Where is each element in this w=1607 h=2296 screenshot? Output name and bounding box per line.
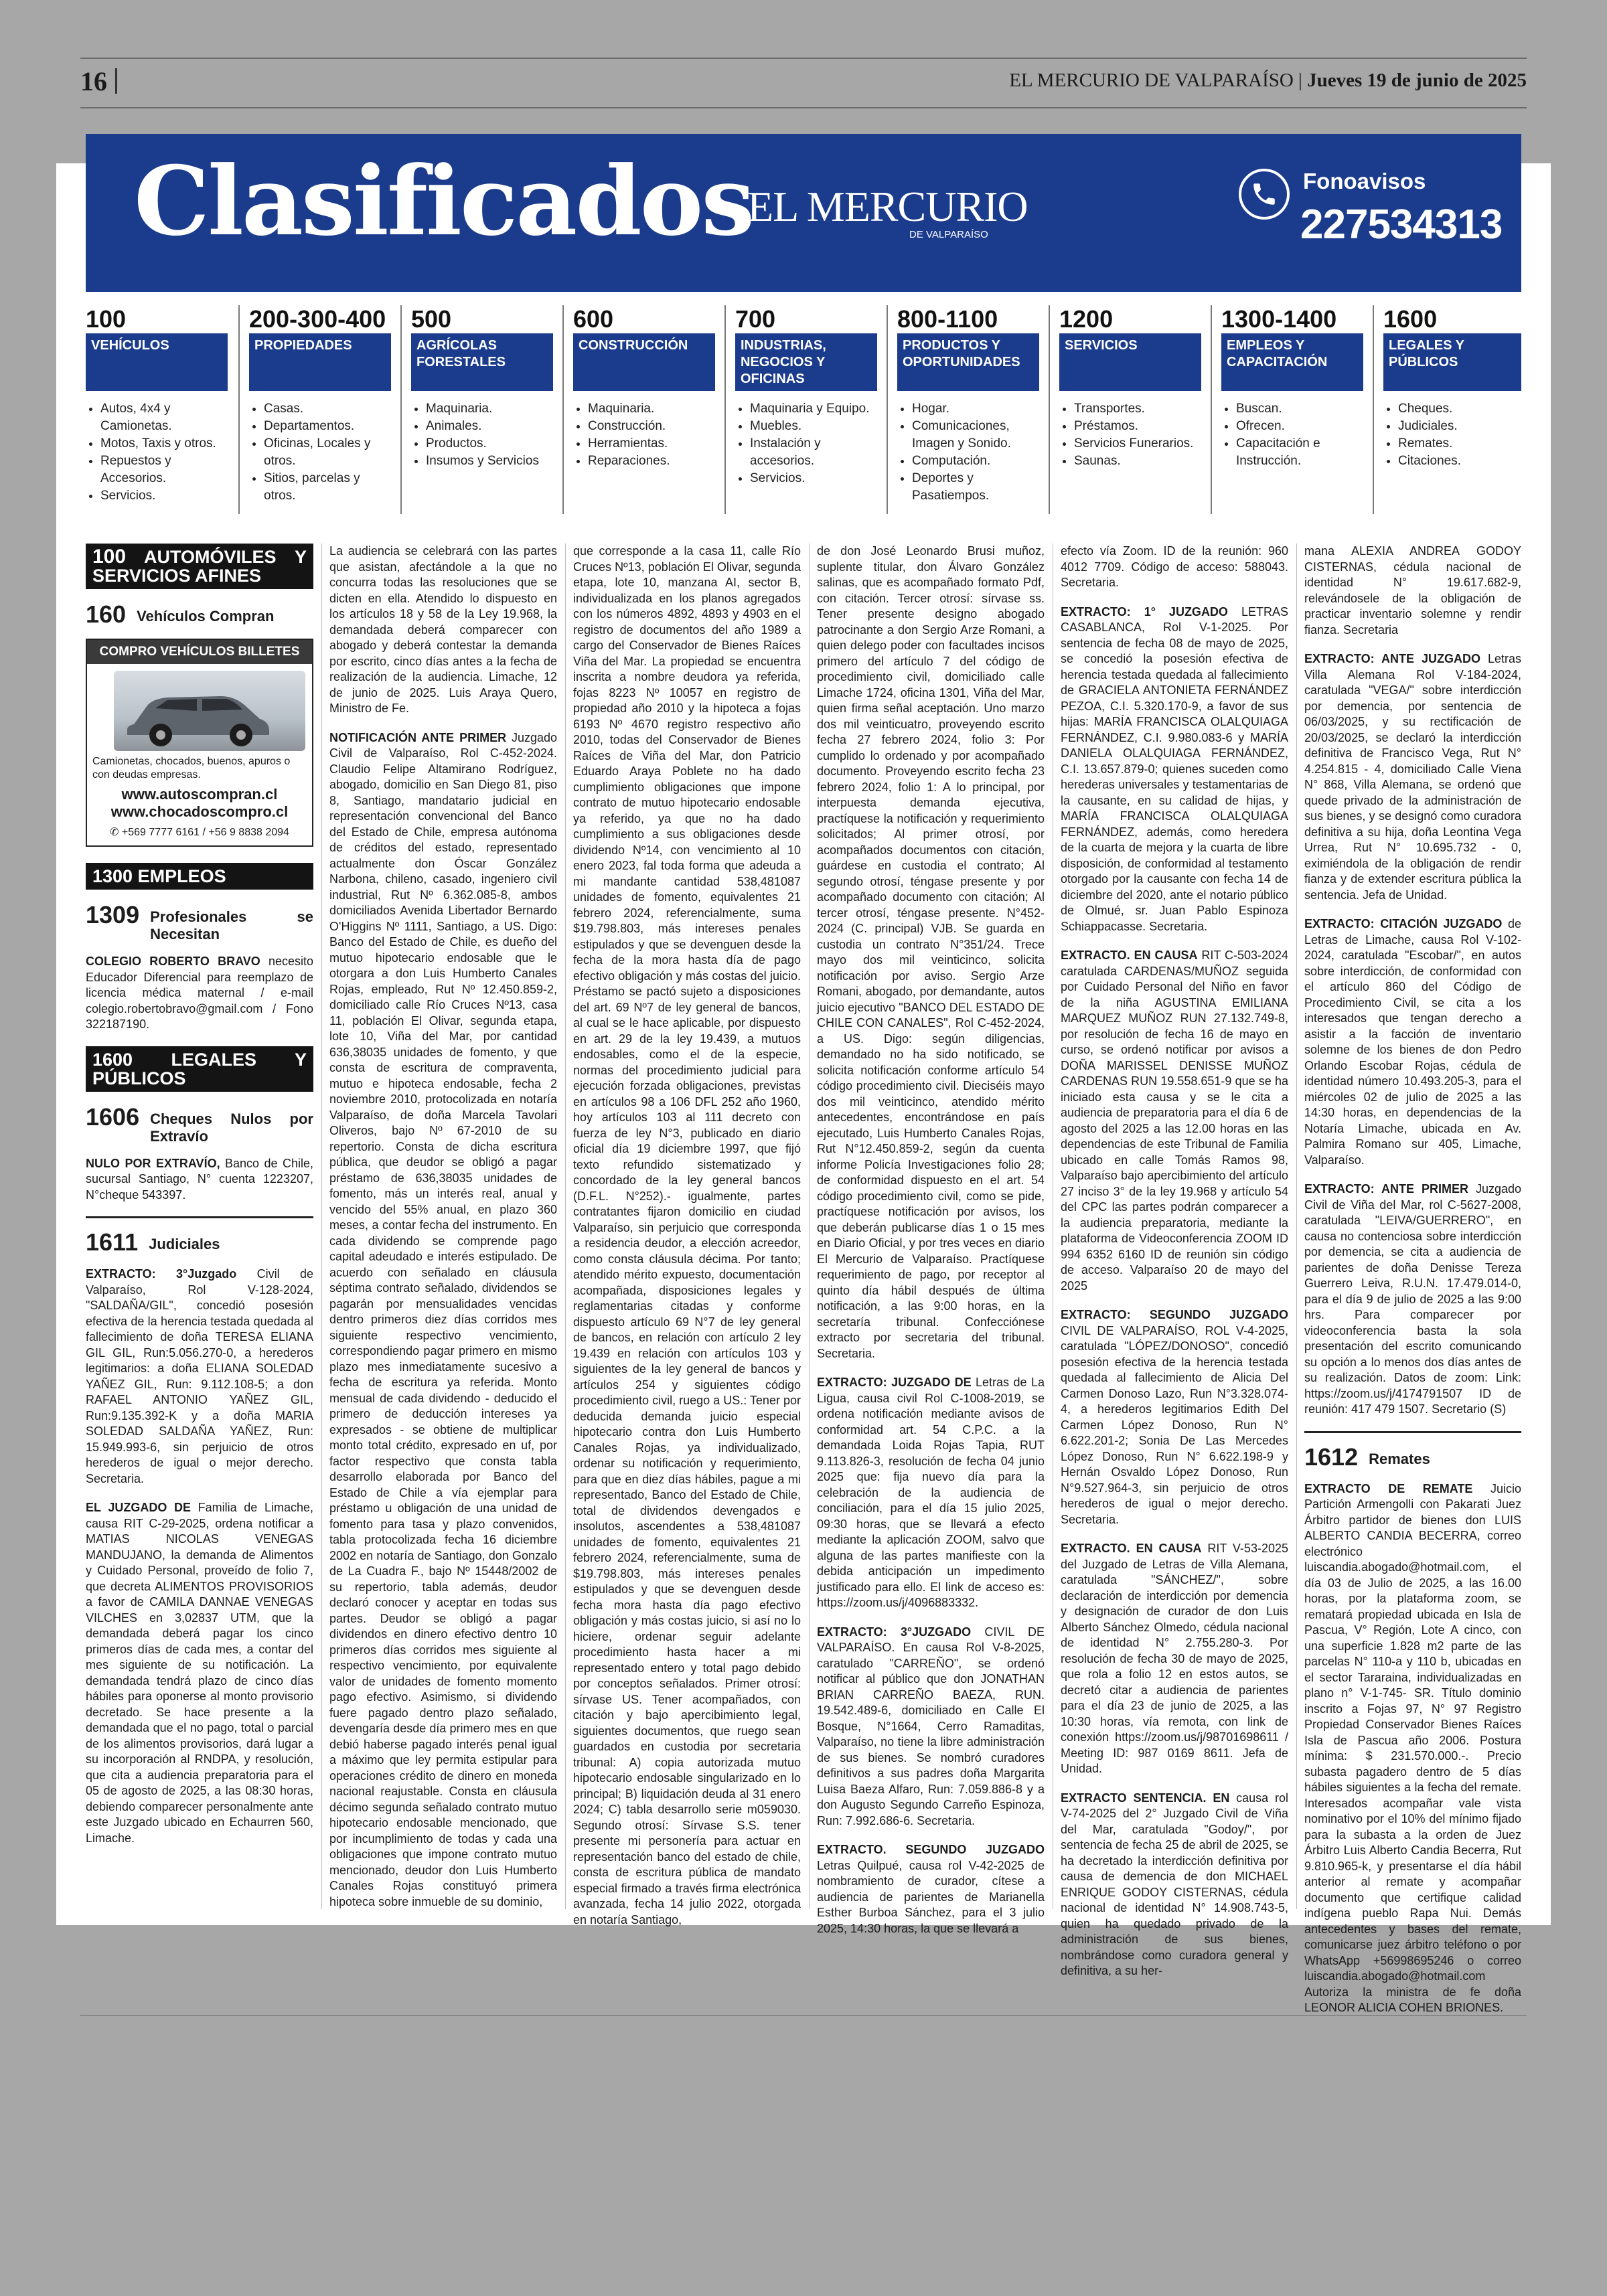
category-name: PROPIEDADES xyxy=(249,333,391,391)
subsection-label: Profesionales se Necesitan xyxy=(150,908,313,942)
subsection-number: 160 xyxy=(86,600,127,628)
category-productos[interactable] xyxy=(897,305,1039,514)
section-header-1600: 1600 LEGALES Y PÚBLICOS xyxy=(86,1046,313,1092)
column-3 xyxy=(573,544,801,1926)
category-item: • Remates. xyxy=(1398,435,1521,453)
category-item: • Servicios Funerarios. xyxy=(1074,435,1201,453)
category-legales[interactable] xyxy=(1383,305,1521,514)
category-divider xyxy=(562,305,564,514)
listing-body: CIVIL DE VALPARAÍSO. En causa Rol V-8-2025, caratulado "CARREÑO", se ordenó notificar al público que don JONATHAN BRIAN CARREÑO BAEZA, RUN. 19.542.489-6, domiciliado en Calle El Bosque, N°1664, Cerro Ramaditas, Valparaíso, no tiene la libre administración de sus bienes. Se nombró curadores definitivos a sus padres doña Margarita Luisa Baeza Alfaro, Run: 7.059.886-8 y a don Augusto Segundo Carreño Espinoza, Run: 7.992.686-6. Secretaria. xyxy=(817,1625,1045,1827)
listing-lead: EL JUZGADO DE xyxy=(86,1501,191,1514)
category-item: • Capacitación e Instrucción. xyxy=(1236,435,1363,470)
listing-body: RIT C-503-2024 caratulada CARDENAS/MUÑOZ seguida por Cuidado Personal del Niño en favor de la niña AGUSTINA EMILIANA MARQUEZ MUÑOZ RUN 27.132.749-8, por resolución de fecha 16 de mayo en curso, se ordenó notificar por avisos a DOÑA MARISSEL DENISSE MUÑOZ CARDENAS RUN 19.558.651-9 que se ha iniciado esta causa y se le cita a audiencia de preparatoria para el día 6 de agosto del 2025 a las 12.00 horas en las dependencias de este Tribunal de Familia ubicado en calle Tomás Ramos 98, Valparaíso bajo apercibimiento del artículo 27 inciso 3° de la ley 19.968 y artículo 54 del CPC las partes podrán comparecer a la audiencia preparatoria, mediante la plataforma de Videoconferencia ZOOM ID 994 6352 6160 ID de reunión sin código de acceso. Valparaíso 20 de mayo del 2025 xyxy=(1061,949,1289,1293)
subsection-1309 xyxy=(86,902,313,943)
category-item: • Repuestos y Accesorios. xyxy=(100,453,228,487)
category-item: • Servicios. xyxy=(750,470,877,487)
section-rule xyxy=(86,1216,313,1218)
page-bottom-rule xyxy=(80,2015,1527,2016)
listing-lead: EXTRACTO SENTENCIA. EN xyxy=(1061,1791,1230,1805)
column-5 xyxy=(1061,544,1289,1977)
newspaper-logo: EL MERCURIO xyxy=(747,183,1028,230)
section-label: AUTOMÓVILES Y SERVICIOS AFINES xyxy=(92,547,307,586)
listing-body: CIVIL DE VALPARAÍSO, ROL V-4-2025, caratulada "LÓPEZ/DONOSO", concedió posesión efectiva de la herencia testada quedada al fallecimiento de Alicia Del Carmen Donoso Lazo, Run N°3.328.074-4, a herederos legitimarios Edith Del Carmen López Donoso, Run N° 6.622.201-2; Sonia De Las Mercedes López Donoso, Run N° 6.622.198-9 y Hernán Osvaldo López Donoso, Run N°9.527.964-3, sin perjuicio de otros herederos de igual o mejor derecho. Secretaria. xyxy=(1061,1323,1288,1526)
category-divider xyxy=(1049,305,1050,514)
listing-body: RIT V-53-2025 del Juzgado de Letras de Villa Alemana, caratulada "SÁNCHEZ/", sobre declaración de interdicción por demencia y designación de curador de don Luis Alberto Sánchez Olmedo, cédula nacional de identidad N° 2.755.280-3. Por resolución de fecha 30 de mayo de 2025, que rola a folio 12 en estos autos, se decretó citar a audiencia de parientes para el día 23 de junio de 2025, a las 10:30 horas, vía remota, con link de conexión https://zoom.us/j/98701698611 / Meeting ID: 987 0169 8611. Jefa de Unidad. xyxy=(1061,1542,1288,1775)
category-item: • Saunas. xyxy=(1074,453,1201,470)
listing xyxy=(1304,916,1521,1168)
listing xyxy=(1061,604,1288,935)
category-item: • Departamentos. xyxy=(264,418,391,435)
column-2 xyxy=(329,544,557,1909)
column-4 xyxy=(817,544,1045,1935)
category-item: • Construcción. xyxy=(588,418,715,435)
category-divider xyxy=(400,305,402,514)
listing: efecto vía Zoom. ID de la reunión: 960 4012 7709. Código de acceso: 588043. Secretaria. xyxy=(1061,544,1288,589)
category-propiedades[interactable] xyxy=(249,305,391,514)
column-rule xyxy=(809,544,810,1909)
listing-lead: EXTRACTO: 3°Juzgado xyxy=(86,1267,237,1281)
issue-date: Jueves 19 de junio de 2025 xyxy=(1307,70,1527,91)
listing-lead: NOTIFICACIÓN ANTE PRIMER xyxy=(329,730,507,744)
category-item: • Animales. xyxy=(426,418,553,435)
category-item: • Insumos y Servicios xyxy=(426,453,553,470)
display-ad-compro-vehiculos[interactable] xyxy=(86,639,313,847)
section-rule xyxy=(1304,1431,1521,1433)
subsection-1612 xyxy=(1304,1444,1521,1471)
ad-website-2[interactable]: www.chocadoscompro.cl xyxy=(110,803,289,820)
listing-body: Juzgado Civil de Viña del Mar, rol C-5627-2008, caratulada "LEIVA/GUERRERO", en causa no contenciosa sobre interdicción por demencia, se cita a audiencia de parientes de doña Denisse Tereza Guerrero Leiva, R.U.N. 17.479.014-0, para el día 9 de julio de 2025 a las 9:00 hrs. Para comparecer por videoconferencia basta la sola presentación del escrito comunicando su opción a lo menos dos días antes de su realización. Datos de zoom: Link: https://zoom.us/j/4174791507 ID de reunión: 417 479 1507. Secretario (S) xyxy=(1304,1182,1521,1416)
category-servicios[interactable] xyxy=(1059,305,1201,514)
subsection-label: Vehículos Compran xyxy=(137,608,275,625)
listing-body: Familia de Limache, causa RIT C-29-2025, ordena notificar a MATIAS NICOLAS VENEGAS MANDUJANO, la demanda de Alimentos y Cuidado Personal, proveído de folio 7, que decreta ALIMENTOS PROVISORIOS a favor de CAMILA DANNAE VENEGAS VILCHES en 3,02837 UTM, que la demandada deberá pagar los cinco primeros días de cada mes, a contar del mes siguiente de su notificación. La demandada tendrá plazo de cinco días hábiles para oponerse al monto provisorio decretado. Se hace presente a la demandada que el no pago, total o parcial de los alimentos provisorios, dará lugar a su incorporación al RNDPA, y resolución, que cita a audiencia preparatoria para el 05 de agosto de 2025, a las 08:30 horas, debiendo comparecer personalmente ante este Juzgado ubicado en Echaurren 560, Limache. xyxy=(86,1501,313,1845)
listing-lead: EXTRACTO DE REMATE xyxy=(1304,1481,1473,1495)
header-bottom-rule xyxy=(80,107,1527,108)
listing xyxy=(86,1500,313,1846)
subsection-number: 1612 xyxy=(1304,1443,1359,1471)
listing xyxy=(1061,1791,1288,1979)
listing-lead: EXTRACTO: JUZGADO DE xyxy=(817,1376,972,1389)
listing xyxy=(1304,1181,1521,1418)
listing-body: Juzgado Civil de Valparaíso, Rol C-452-2024. Claudio Felipe Altamirano Rodríguez, abogado, domicilio en San Diego 81, piso 8, Santiago, mandatario judicial en representación convencional del Banco del Estado de Chile, empresa autónoma de créditos del estado, representado actualmente don Óscar González Narbona, chileno, casado, ingeniero civil industrial, Rut Nº 6.362.085-8, ambos domiciliados Avenida Libertador Bernardo O'Higgins Nº 1111, Santiago, a US. Digo: Banco del Estado de Chile, es dueño del mutuo hipotecario endosable que le otorgara a don Luis Humberto Canales Rojas, empleado, Rut Nº 12.450.859-2, domiciliado calle Río Cruces Nº13, casa 11, población El Olivar, segunda etapa, lote 10, Viña del Mar, por cantidad 636,38035 unidades de fomento, y que consta de escritura de compraventa, mutuo e hipoteca endosable, fecha 2 noviembre 2010, protocolizada en notaría Valparaíso, de doña Marcela Tavolari Oliveros, bajo Nº 67-2010 de su repertorio. Consta de dicha escritura pública, que deudor se obligó a pagar préstamo de 636,38035 unidades de fomento, más un interés real, anual y vencido del 55% anual, en plazo 360 meses, a contar fecha del instrumento. En cada dividendo se comprende pago capital adeudado e interés estipulado. De acuerdo con señalado en cláusula séptima contrato señalado, dividendos se pagarán por mensualidades vencidas dentro primeros diez días corridos mes siguiente respectivo vencimiento, correspondiendo pagar primero en mismo plazo mes inmediatamente sucesivo a fecha de escritura ya referida. Monto mensual de cada dividendo - deducido el primero de deducción intereses ya expresados - se obtiene de multiplicar monto total crédito, expresado en uf, por factor respectivo que consta tabla desarrollo elaborada por Banco del Estado de Chile a vía ejemplar para préstamo u obligación de una unidad de fomento para tasa y plazo convenidos, tabla protocolizada fecha 16 diciembre 2002 en notaría de Santiago, don Gonzalo de La Cuadra F., bajo Nº 15448/2002 de su repertorio, tabla además, deudor declaró conocer y aceptar en todas sus partes. Deudor se obligó a pagar dividendos en dinero efectivo dentro 10 primeros días corridos mes siguiente al respectivo vencimiento, por equivalente valor de unidades de fomento momento pago efectivo. Asimismo, si dividendo fuere pagado dentro plazo señalado, devengaría desde día primero mes en que debió haberse pagado interés penal igual a máximo que ley permita estipular para operaciones crédito de dinero en moneda nacional reajustable. Consta en cláusula décimo segunda señalado contrato mutuo hipotecario endosable mencionado, que por incumplimiento de todas y cada una obligaciones que impone contrato mutuo mencionado, deudor don Luis Humberto Canales Rojas constituyó primera hipoteca sobre inmueble de su dominio, xyxy=(329,730,558,1908)
subsection-label: Cheques Nulos por Extravío xyxy=(150,1110,313,1145)
category-items xyxy=(249,400,391,505)
category-items xyxy=(735,400,877,487)
category-number: 800-1100 xyxy=(897,305,998,333)
listing-lead: EXTRACTO. SEGUNDO JUZGADO xyxy=(817,1843,1045,1856)
listing: de don José Leonardo Brusi muñoz, suplente titular, don Álvaro González salinas, que es acompañado formato Pdf, con citación. Tercer otrosí: sírvase ss. Tener presente designo abogado patrocinante a don Sergio Arze Romani, a quien delego poder con facultades incisos primero del artículo 7 del código de procedimiento civil, domiciliado calle Limache 1724, oficina 1301, Viña del Mar, quien firma señal aceptación. Uno marzo dos mil veinticuatro, proveyendo escrito fecha 27 febrero 2024, folio 3: Por cumplido lo ordenado y por acompañado documento. Proveyendo escrito fecha 23 febrero 2024, folio 1: A lo principal, por interpuesta demanda ejecutiva, practíquese la notificación y requerimiento solicitados; Al primer otrosí, por acompañados documentos con citación, guárdese en custodia el contrato; Al segundo otrosí, téngase presente y por acompañado documento con citación; Al tercer otrosí, téngase presente. N°452-2024 (C. principal) VJB. Se guarda en custodia un contrato N°351/24. Trece mayo dos mil veinticinco, solicita notificación por aviso. Sergio Arze Romani, abogado, por demandante, autos juicio ejecutivo "BANCO DEL ESTADO DE CHILE CON CANALES", Rol C-452-2024, a US. Digo: según diligencias, demandado no ha sido notificado, se solicita notificación conforme artículo 54 código procedimiento civil. Dieciséis mayo dos mil veinticinco, atendido mérito antecedentes, encontrándose en país ejecutado, Luis Humberto Canales Rojas, Rut N°12.450.859-2, según da cuenta informe Policía Investigaciones folio 28; de conformidad dispuesto en el art. 54 código procedimiento civil, como se pide, practíquese notificación por avisos, los que deberán publicarse días 1 o 15 mes en Diario Oficial, y por tres veces en diario El Mercurio de Valparaíso. Practíquese requerimiento de pago, por receptor al quinto día hábil después de última notificación, a las 9:00 horas, en la secretaría tribunal. Confecciónese extracto por secretaria del tribunal. Secretaria. xyxy=(817,544,1045,1360)
category-item: • Productos. xyxy=(426,435,553,453)
category-item: • Maquinaria y Equipo. xyxy=(750,400,877,418)
newspaper-name: EL MERCURIO DE VALPARAÍSO xyxy=(1009,70,1294,91)
category-item: • Cheques. xyxy=(1398,400,1521,418)
category-name: CONSTRUCCIÓN xyxy=(573,333,715,391)
category-construccion[interactable] xyxy=(573,305,715,514)
category-items xyxy=(1059,400,1201,470)
running-header: EL MERCURIO DE VALPARAÍSO | Jueves 19 de junio de 2025 xyxy=(1009,70,1527,91)
category-name: PRODUCTOS Y OPORTUNIDADES xyxy=(897,333,1039,391)
newspaper-logo-sub: DE VALPARAÍSO xyxy=(909,229,988,240)
listing: La audiencia se celebrará con las partes que asistan, afectándole a la que no concurra todas las resoluciones que se dicten en ella. Atendido lo dispuesto en los artículos 18 y 58 de la Ley 19.968, la demandada deberá comparecer con abogado y deberá contestar la demanda por escrito, cinco días antes a la fecha de realización de la audiencia. Limache, 12 de junio de 2025. Luis Araya Quero, Ministro de Fe. xyxy=(329,544,557,715)
category-industrias[interactable] xyxy=(735,305,877,514)
listing xyxy=(817,1625,1045,1829)
subsection-label: Judiciales xyxy=(149,1236,220,1252)
category-divider xyxy=(1373,305,1374,514)
subsection-number: 1611 xyxy=(86,1228,139,1256)
category-item: • Sitios, parcelas y otros. xyxy=(264,470,391,505)
listing-lead: COLEGIO ROBERTO BRAVO xyxy=(86,955,260,968)
listing xyxy=(329,730,557,1910)
category-item: • Oficinas, Locales y otros. xyxy=(264,435,391,470)
category-items xyxy=(573,400,715,470)
category-item: • Computación. xyxy=(912,453,1039,470)
listing-body: Letras Quilpué, causa rol V-42-2025 de nombramiento de curador, cítese a audiencia de parientes de Marianella Esther Burboa Sánchez, para el 3 julio 2025, 14:30 horas, la que se llevará a xyxy=(817,1858,1045,1935)
category-item: • Servicios. xyxy=(100,487,228,505)
category-item: • Maquinaria. xyxy=(588,400,715,418)
category-item: • Ofrecen. xyxy=(1236,418,1363,435)
category-number: 1300-1400 xyxy=(1221,305,1337,333)
category-name: INDUSTRIAS, NEGOCIOS Y OFICINAS xyxy=(735,333,877,391)
ad-title: COMPRO VEHÍCULOS BILLETES xyxy=(87,640,312,664)
category-name: SERVICIOS xyxy=(1059,333,1201,391)
category-item: • Reparaciones. xyxy=(588,453,715,470)
category-agricolas[interactable] xyxy=(411,305,553,514)
listing-body: Juicio Partición Armengolli con Pakarati Juez Árbitro partidor de bienes don LUIS ALBERTO CANDIA BECERRA, correo electrónico luiscandia.abogado@hotmail.com, el día 03 de Julio de 2025, a las 16.00 horas, por la plataforma zoom, se rematará propiedad ubicada en Isla de Pascua, V° Región, Lote A cinco, con una superficie 1.828 m2 parte de las parcelas N° 110-a y 110 b, ubicadas en el sector Tararaina, individualizadas en plano n° V-1-745- SR. Título dominio inscrito a Fojas 97, N° 97 Registro Propiedad Conservador Bienes Raíces Isla de Pascua año 2006. Postura mínima: $ 231.570.000.-. Precio subasta pagadero dentro de 5 días hábiles siguientes a la fecha del remate. Interesados acompañar vale vista nominativo por el 10% del mínimo fijado para la subasta a la orden de Juez Árbitro Luis Alberto Candia Becerra, Rut 9.810.965-k, y presentarse el día hábil anterior al remate y acompañar documento que certifique calidad indígena pueblo Rapa Nui. Demás antecedentes y bases del remate, comunicarse juez árbitro teléfono o por WhatsApp +56998695246 o correo luiscandia.abogado@hotmail.com Autoriza la ministra de fe doña LEONOR ALICIA COHEN BRIONES. xyxy=(1304,1481,1521,2014)
column-6 xyxy=(1304,544,1521,2014)
listing-body: causa rol V-74-2025 del 2° Juzgado Civil de Viña del Mar, caratulada "Godoy/", por sentencia de fecha 25 de abril de 2025, se ha decretado la interdicción definitiva por causa de demencia de don MICHAEL ENRIQUE GODOY CISTERNAS, cédula nacional de identidad N° 14.908.743-5, quien ha quedado privado de la administración de sus bienes, nombrándose como curadora general y definitiva, a su her- xyxy=(1061,1791,1288,1977)
section-title: Clasificados xyxy=(134,146,753,257)
category-item: • Motos, Taxis y otros. xyxy=(100,435,228,453)
ad-phone[interactable]: ✆ +569 7777 6161 / +56 9 8838 2094 xyxy=(110,826,289,838)
listing xyxy=(86,954,313,1033)
subsection-number: 1606 xyxy=(86,1102,140,1131)
category-item: • Herramientas. xyxy=(588,435,715,453)
category-item: • Autos, 4x4 y Camionetas. xyxy=(100,400,228,435)
category-number: 100 xyxy=(86,305,127,333)
header-rule xyxy=(80,58,1527,59)
category-items xyxy=(411,400,553,470)
category-name: EMPLEOS Y CAPACITACIÓN xyxy=(1221,333,1363,391)
ad-website-1[interactable]: www.autoscompran.cl xyxy=(121,785,278,803)
category-item: • Casas. xyxy=(264,400,391,418)
listing-body: necesito Educador Diferencial para reemplazo de licencia médica maternal / e-mail colegio.robertobravo@gmail.com / Fono 322187190. xyxy=(86,955,313,1031)
listing xyxy=(86,1266,313,1487)
column-rule xyxy=(1296,544,1297,1909)
listing-lead: EXTRACTO. EN CAUSA xyxy=(1061,949,1198,962)
column-rule xyxy=(565,544,566,1909)
category-items xyxy=(1383,400,1521,470)
listing xyxy=(1061,1307,1288,1528)
listing-body: Letras de La Ligua, causa civil Rol C-1008-2019, se ordena notificación mediante avisos de conformidad art. 54 C.P.C. a la demandada Loida Rojas Tapia, RUT 9.113.826-3, resolución de fecha 04 junio 2025 que: fija nuevo día para la celebración de la audiencia de conciliación, para el día 15 julio 2025, 09:30 horas, que se llevará a efecto mediante la aplicación ZOOM, salvo que alguna de las partes manifieste con la debida anticipación un impedimento justificado para ello. El link de acceso es: https://zoom.us/j/4096883332. xyxy=(817,1376,1045,1609)
category-number: 1200 xyxy=(1059,305,1114,333)
category-item: • Deportes y Pasatiempos. xyxy=(912,470,1039,505)
listing-body: LETRAS CASABLANCA, Rol V-1-2025. Por sentencia de fecha 08 de mayo de 2025, se concedió la posesión efectiva de herencia testada quedada al fallecimiento de GRACIELA ANTONIETA FERNÁNDEZ PEZOA, C.I. 5.320.170-9, a favor de sus hijas: MARÍA FRANCISCA OLALQUIAGA FERNÁNDEZ, C.I. 9.980.083-6 y MARÍA DANIELA OLALQUIAGA FERNÁNDEZ, C.I. 13.657.879-0; quienes suceden como herederas universales y testamentarias de la causante, en su calidad de hijas, y MARÍA FRANCISCA OLALQUIAGA FERNÁNDEZ, además, como heredera de la cuarta de mejora y la cuarta de libre disposición, de conformidad al testamento otorgado por la causante con fecha 14 de diciembre del 2020, ante el notario público de Olmué, sr. Juan Pablo Espinoza Schiappacasse. Secretaria. xyxy=(1061,604,1288,933)
category-name: AGRÍCOLAS FORESTALES xyxy=(411,333,553,391)
category-number: 1600 xyxy=(1383,305,1438,333)
category-item: • Judiciales. xyxy=(1398,418,1521,435)
listing-body: Civil de Valparaíso, Rol V-128-2024, "SALDAÑA/GIL", concedió posesión efectiva de la herencia testada quedada al fallecimiento de doña TERESA ELIANA GIL GIL, Run:5.056.270-0, a herederos legitimarios: a doña ELIANA SOLEDAD YAÑEZ GIL, Run: 9.112.108-5; a don RAFAEL ANTONIO YAÑEZ GIL, Run:9.135.392-K y a doña MARIA SOLEDAD SALDAÑA YAÑEZ, Run: 15.949.993-6, sin perjuicio de otros herederos de igual o mejor derecho. Secretaria. xyxy=(86,1267,313,1485)
section-banner xyxy=(86,134,1521,292)
listing xyxy=(1304,651,1521,903)
category-item: • Transportes. xyxy=(1074,400,1201,418)
listing xyxy=(1061,1541,1288,1777)
section-header-100 xyxy=(86,544,313,589)
car-photo xyxy=(114,671,305,751)
fonoavisos-number[interactable]: 227534313 xyxy=(1300,201,1503,248)
category-divider xyxy=(1211,305,1212,514)
section-header-1300: 1300 EMPLEOS xyxy=(86,863,313,890)
listing xyxy=(817,1375,1045,1611)
ad-description: Camionetas, chocados, buenos, apuros o con deudas empresas. xyxy=(92,755,291,781)
section-number: 100 xyxy=(92,546,127,568)
listing-lead: EXTRACTO: 3°JUZGADO xyxy=(817,1625,972,1639)
subsection-1611 xyxy=(86,1229,313,1256)
listing-lead: EXTRACTO: 1° JUZGADO xyxy=(1061,604,1228,619)
listing xyxy=(817,1842,1045,1937)
listing-lead: EXTRACTO: SEGUNDO JUZGADO xyxy=(1061,1308,1288,1321)
category-number: 500 xyxy=(411,305,452,333)
page-number-divider xyxy=(115,68,117,94)
listing xyxy=(1304,1481,1521,2016)
classified-listings xyxy=(86,544,1521,2014)
category-item: • Comunicaciones, Imagen y Sonido. xyxy=(912,418,1039,453)
subsection-1606 xyxy=(86,1104,313,1145)
category-item: • Hogar. xyxy=(912,400,1039,418)
category-divider xyxy=(724,305,726,514)
listing: que corresponde a la casa 11, calle Río Cruces Nº13, población El Olivar, segunda etapa, lote 10, manzana AI, sector B, individualizada en los planos agregados con los números 4892, 4893 y 4903 en el registro de documentos del año 1989 a cargo del Conservador de Bienes Raíces Viña del Mar. La propiedad se encuentra inscrita a nombre deudora ya referida, fojas 8223 Nº 10057 en registro de propiedad año 2010 y la hipoteca a fojas 6193 Nº 4670 registro respectivo año 2010, todas del Conservador de Bienes Raíces de Viña del Mar, don Patricio Eduardo Araya Poblete no ha dado cumplimiento obligaciones que impone contrato de mutuo hipotecario endosable ya referido, ya que no ha dado cumplimiento a sus obligaciones desde dividendo Nº14, con vencimiento al 10 enero 2023, fal toda forma que adeuda a mi mandante cantidad 538,481087 unidades de fomento, equivalentes 21 febrero 2024, referencialmente, suma $19.798.803, más intereses penales estipulados y que se devenguen desde la fecha de la mora hasta día de pago efectivo obligación y más costas del juicio. Préstamo se pactó sujeto a disposiciones del art. 69 Nº7 de ley general de bancos, al cual se le hace aplicable, por dispuesto en art. 29 de la ley 19.439, a mutuos endosables, como el de la especie, normas del procedimiento judicial para ejecución forzada obligaciones, previstas en artículos 98 a 106 DFL 252 año 1960, hoy artículos 103 al 111 decreto con fuerza de ley N°3, publicado en diario oficial día 19 diciembre 1997, que fijó texto refundido sistematizado y concordado de la ley general bancos (D.F.L. N°252).- igualmente, partes contratantes fijaron domicilio en ciudad Valparaíso, sin perjuicio que corresponda a residencia deudor, a elección acreedor, como consta cláusula décima. Por tanto; atendido mérito expuesto, documentación acompañada, disposiciones legales y reglamentarias citadas y conforme dispuesto artículo 69 N°7 de ley general de bancos, en relación con artículo 2 ley 19.439 en relación con artículos 103 y siguientes de la ley general de bancos y artículos 254 y siguientes código procedimiento civil, ruego a US.: Tener por deducida demanda juicio especial hipotecario contra don Luis Humberto Canales Rojas, ya individualizado, ordenar su notificación y requerimiento, para que en diez días hábiles, pague a mi representado, Banco del Estado de Chile, total de dividendos devengados e insolutos, ascendentes a 538,481087 unidades de fomento, equivalentes 21 febrero 2024, referencialmente, suma de $19.798.803, más intereses penales estipulados y que se devenguen desde fecha mora hasta día pago efectivo obligación y más costas juicio, si así no lo hiciere, ordenar seguir adelante procedimiento hasta hacer a mi representado entero y total pago debido por conceptos señalados. Primer otrosí: sírvase US. Tener acompañados, con citación y bajo apercibimiento legal, siguientes documentos, que ruego sean guardados en custodia por secretaria tribunal: A) copia autorizada mutuo hipotecario endosable singularizado en lo principal; B) liquidación deuda al 31 enero 2024; C) tabla desarrollo serie m059030. Segundo otrosí: Sírvase S.S. tener presente mi personería para actuar en representación banco del estado de chile, consta de escritura pública de mandato especial firmado a través firma electrónica avanzada, fecha 14 julio 2022, otorgada en notaría Santiago, xyxy=(573,544,801,1926)
category-items xyxy=(1221,400,1363,470)
listing xyxy=(86,1156,313,1204)
category-item: • Préstamos. xyxy=(1074,418,1201,435)
car-icon xyxy=(114,671,281,751)
phone-icon xyxy=(1239,169,1290,220)
subsection-label: Remates xyxy=(1369,1450,1430,1467)
category-name: VEHÍCULOS xyxy=(86,333,228,391)
listing-lead: EXTRACTO: ANTE JUZGADO xyxy=(1304,652,1480,665)
listing-lead: EXTRACTO: ANTE PRIMER xyxy=(1304,1182,1468,1196)
column-rule xyxy=(321,544,322,1909)
column-1 xyxy=(86,544,313,1909)
listing xyxy=(1061,948,1288,1294)
category-item: • Muebles. xyxy=(750,418,877,435)
listing: mana ALEXIA ANDREA GODOY CISTERNAS, cédula nacional de identidad N° 19.617.682-9, relevándosele de la obligación de practicar inventario solemne y rendir fianza. Secretaria xyxy=(1304,544,1521,637)
category-index xyxy=(86,305,1521,514)
category-number: 600 xyxy=(573,305,614,333)
category-number: 200-300-400 xyxy=(249,305,386,333)
subsection-number: 1309 xyxy=(86,901,140,928)
classifieds-page xyxy=(56,146,1551,2014)
listing-body: Letras Villa Alemana Rol V-184-2024, caratulada "VEGA/" sobre interdicción por demencia, por sentencia de 06/03/2025, y su rectificación de 20/03/2025, se declaró la interdicción definitiva de Francisco Vega, Rut N° 4.254.815 - 4, domiciliado Calle Viena N° 868, Villa Alemana, se ordenó que quede privado de la administración de sus bienes, y se designó como curadora definitiva a su hija, doña Leontina Vega Urrea, Rut N° 10.695.732 - 0, eximiéndola de la obligación de rendir fianza y de extender escritura pública la sentencia. Jefa de Unidad. xyxy=(1304,652,1521,902)
listing-lead: NULO POR EXTRAVÍO, xyxy=(86,1156,220,1170)
category-name: LEGALES Y PÚBLICOS xyxy=(1383,333,1521,391)
listing-body: de Letras de Limache, causa Rol V-102-2024, caratulada "Escobar/", en autos sobre interdicción, de conformidad con el artículo 860 del Código de Procedimiento Civil, se cita a los interesados que tengan derecho a asistir a la facción de inventario solemne de los bienes de don Pedro Orlando Escobar Rojas, cédula de identidad número 10.493.205-3, para el miércoles 02 de julio de 2025 a las 14:30 horas, en dependencias de la Notaría Limache, ubicada en Av. Palmira Romano sur 405, Limache, Valparaíso. xyxy=(1304,917,1521,1167)
category-empleos[interactable] xyxy=(1221,305,1363,514)
page-number: 16 xyxy=(80,66,107,96)
listing-lead: EXTRACTO: CITACIÓN JUZGADO xyxy=(1304,917,1503,930)
category-item: • Instalación y accesorios. xyxy=(750,435,877,470)
category-vehiculos[interactable] xyxy=(86,305,228,514)
listing-body: Banco de Chile, sucursal Santiago, N° cuenta 1223207, N°cheque 543397. xyxy=(86,1156,313,1202)
category-item: • Maquinaria. xyxy=(426,400,553,418)
category-number: 700 xyxy=(735,305,776,333)
category-item: • Buscan. xyxy=(1236,400,1363,418)
category-item: • Citaciones. xyxy=(1398,453,1521,470)
category-divider xyxy=(887,305,888,514)
subsection-160 xyxy=(86,601,313,628)
category-items xyxy=(86,400,228,505)
fonoavisos-label: Fonoavisos xyxy=(1303,169,1426,193)
category-divider xyxy=(238,305,240,514)
listing-lead: EXTRACTO. EN CAUSA xyxy=(1061,1542,1202,1555)
category-items xyxy=(897,400,1039,505)
